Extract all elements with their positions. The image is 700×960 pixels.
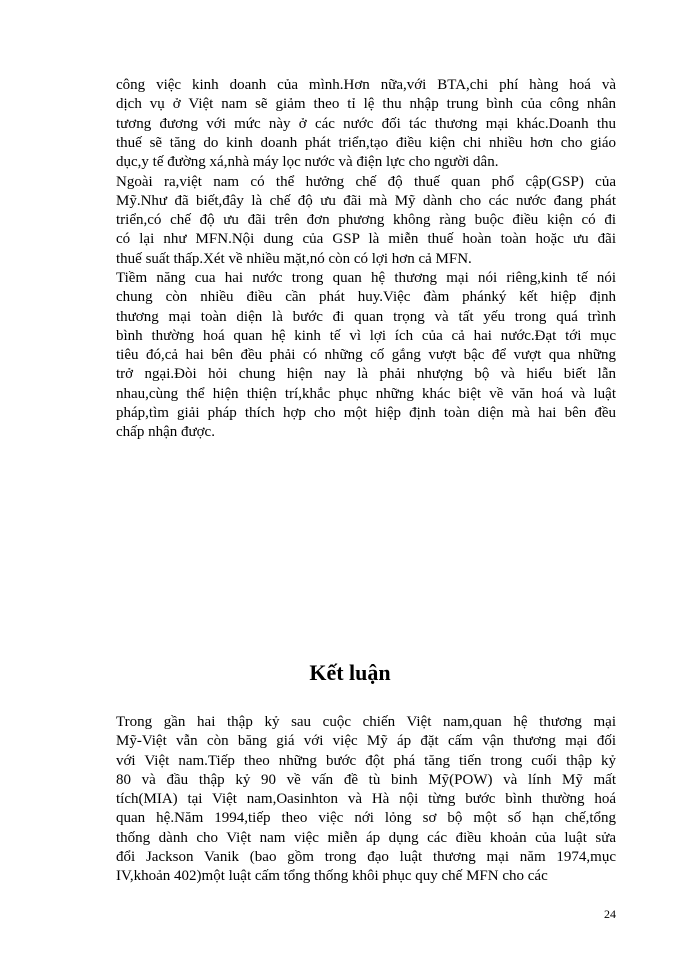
body-paragraph — [116, 269, 616, 443]
text-line: đổi Jackson Vanik (bao gồm trong đạo luật thương mại năm 1974,mục — [116, 849, 616, 866]
text-line: IV,khoản 402)một luật cấm tổng thống khôi phục quy chế MFN cho các — [116, 868, 548, 885]
text-line: Mỹ.Như đã biết,đây là chế độ ưu đãi mà Mỹ dành cho các nước đang phát — [116, 192, 616, 209]
text-line: Mỹ-Việt vẫn còn băng giá với việc Mỹ áp đặt cấm vận thương mại đối — [116, 733, 616, 750]
text-line: Tiềm năng cua hai nước trong quan hệ thương mại nói riêng,kinh tế nói — [116, 270, 616, 286]
text-line: tích(MIA) tại Việt nam,Oasinhton và Hà nội từng bước bình thường hoá — [116, 791, 616, 808]
text-line: có lại như MFN.Nội dung của GSP là miễn thuế hoàn toàn hoặc ưu đãi — [116, 231, 616, 248]
text-line: Trong gần hai thập kỷ sau cuộc chiến Việt nam,quan hệ thương mại — [116, 714, 616, 730]
text-line: quan hệ.Năm 1994,tiếp theo việc nới lỏng sơ bộ một số hạn chế,tổng — [116, 810, 616, 827]
text-line: dục,y tế đường xá,nhà máy lọc nước và điện lực cho người dân. — [116, 154, 499, 171]
body-paragraph — [116, 76, 616, 172]
conclusion-paragraph — [116, 713, 616, 887]
text-line: triển,có chế độ ưu đãi trên đơn phương không ràng buộc điều kiện có đi — [116, 212, 616, 229]
text-line: Ngoài ra,việt nam có thể hưởng chế độ thuế quan phổ cập(GSP) của — [116, 173, 616, 190]
text-line: chung còn nhiều điều cần phát huy.Việc đàm phánký kết hiệp định — [116, 289, 616, 306]
text-line: bình thường hoá quan hệ kinh tế vì lợi ích của cả hai nước.Đạt tới mục — [116, 327, 616, 344]
text-line: pháp,tìm giải pháp thích hợp cho một hiệp định toàn diện mà hai bên đều — [116, 405, 616, 422]
body-paragraph — [116, 173, 616, 269]
text-line: tương đương với mức này ở các nước đối tác thương mại khác.Doanh thu — [116, 115, 616, 132]
text-line: 80 và đầu thập kỷ 90 về vấn đề tù binh Mỹ(POW) và lính Mỹ mất — [116, 771, 616, 788]
page-number: 24 — [604, 907, 616, 921]
text-line: dịch vụ ở Việt nam sẽ giảm theo tỉ lệ thu nhập trung bình của công nhân — [116, 96, 616, 113]
text-line: chấp nhận được. — [116, 424, 215, 441]
text-line: thống dành cho Việt nam việc miễn áp dụng các điều khoản của luật sửa — [116, 829, 616, 846]
text-line: tiêu đó,cả hai bên đều phải có những cố gắng vượt bậc để vượt qua những — [116, 347, 616, 364]
text-line: thuế suất thấp.Xét về nhiều mặt,nó còn có lợi hơn cả MFN. — [116, 250, 472, 267]
text-line: nhau,cùng thể hiện thiện trí,khắc phục những khác biệt về văn hoá và luật — [116, 385, 616, 402]
text-line: với Việt nam.Tiếp theo những bước đột phá tăng tiến trong cuối thập kỷ — [116, 752, 616, 769]
section-heading: Kết luận — [309, 660, 391, 685]
text-line: công việc kinh doanh của mình.Hơn nữa,với BTA,chi phí hàng hoá và — [116, 77, 616, 93]
text-line: trở ngại.Đòi hỏi chung hiện nay là phải nhượng bộ và hiểu biết lẫn — [116, 366, 616, 383]
text-line: thuế sẽ tăng do kinh doanh phát triển,tạo điều kiện chi nhiều hơn cho giáo — [116, 134, 616, 151]
text-line: thương mại toàn diện là bước đi quan trọng và tất yếu trong quá trình — [116, 308, 616, 325]
